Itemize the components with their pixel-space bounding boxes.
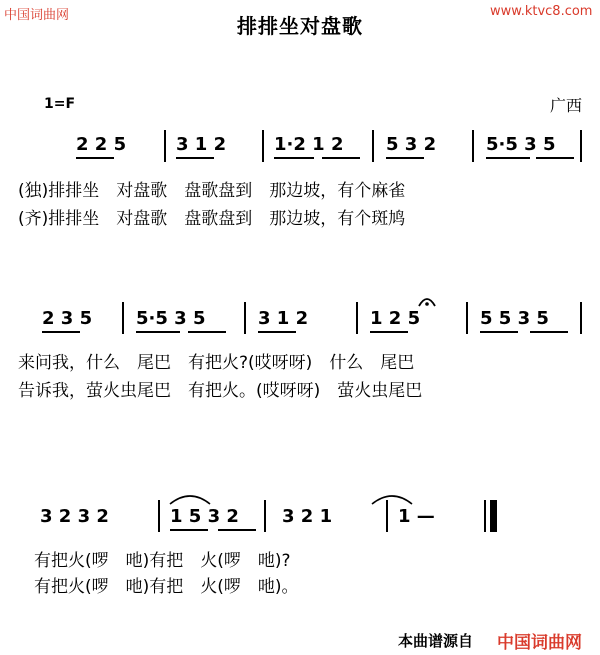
song-origin: 广西	[550, 96, 583, 115]
measure-3-1: 3 2 3 2	[40, 506, 109, 527]
tie-icon	[370, 492, 414, 506]
measure-3-4: 1 —	[398, 506, 435, 527]
slur-icon	[168, 492, 212, 506]
underline	[536, 157, 574, 159]
measure-1-1: 2 2 5	[76, 134, 127, 155]
measure-3-3: 3 2 1	[282, 506, 333, 527]
final-barline-thick	[490, 500, 497, 532]
lyrics-verse-2: 有把火(啰 吔)有把 火(啰 吔)。	[34, 577, 299, 597]
lyrics-verse-2: 告诉我，萤火虫尾巴 有把火。(哎呀呀) 萤火虫尾巴	[18, 381, 423, 401]
lyrics-chorus: (齐)排排坐 对盘歌 盘歌盘到 那边坡，有个斑鸠	[18, 209, 406, 229]
measure-1-2: 3 1 2	[176, 134, 227, 155]
barline	[164, 130, 166, 162]
barline	[158, 500, 160, 532]
measure-2-1: 2 3 5	[42, 308, 93, 329]
underline	[274, 157, 314, 159]
measure-1-5: 5·5 3 5	[486, 134, 556, 155]
watermark-right: www.ktvc8.com	[490, 4, 593, 19]
source-site-link[interactable]: 中国词曲网	[497, 633, 582, 653]
source-label: 本曲谱源自	[398, 632, 474, 650]
underline	[42, 331, 80, 333]
measure-2-4: 1 2 5	[370, 308, 421, 329]
lyrics-verse-1: 来问我，什么 尾巴 有把火?(哎呀呀) 什么 尾巴	[18, 353, 415, 373]
measure-1-4: 5 3 2	[386, 134, 437, 155]
underline	[386, 157, 424, 159]
barline	[580, 130, 582, 162]
key-signature: 1=F	[44, 96, 76, 112]
underline	[258, 331, 296, 333]
fermata-icon	[418, 294, 436, 308]
barline	[244, 302, 246, 334]
barline	[264, 500, 266, 532]
measure-2-3: 3 1 2	[258, 308, 309, 329]
barline	[262, 130, 264, 162]
underline	[530, 331, 568, 333]
song-title: 排排坐对盘歌	[237, 14, 363, 38]
underline	[76, 157, 114, 159]
final-barline-thin	[484, 500, 486, 532]
barline	[466, 302, 468, 334]
measure-1-3: 1·2 1 2	[274, 134, 344, 155]
barline	[472, 130, 474, 162]
underline	[370, 331, 408, 333]
underline	[480, 331, 518, 333]
barline	[122, 302, 124, 334]
underline	[176, 157, 214, 159]
barline	[372, 130, 374, 162]
barline	[356, 302, 358, 334]
watermark-left: 中国词曲网	[4, 8, 70, 23]
measure-3-2: 1 5 3 2	[170, 506, 239, 527]
barline	[580, 302, 582, 334]
underline	[188, 331, 226, 333]
measure-2-2: 5·5 3 5	[136, 308, 206, 329]
underline	[218, 529, 256, 531]
underline	[136, 331, 180, 333]
underline	[170, 529, 208, 531]
underline	[486, 157, 530, 159]
measure-2-5: 5 5 3 5	[480, 308, 549, 329]
underline	[322, 157, 360, 159]
lyrics-verse-1: 有把火(啰 吔)有把 火(啰 吔)?	[34, 551, 291, 571]
lyrics-solo: (独)排排坐 对盘歌 盘歌盘到 那边坡，有个麻雀	[18, 181, 406, 201]
